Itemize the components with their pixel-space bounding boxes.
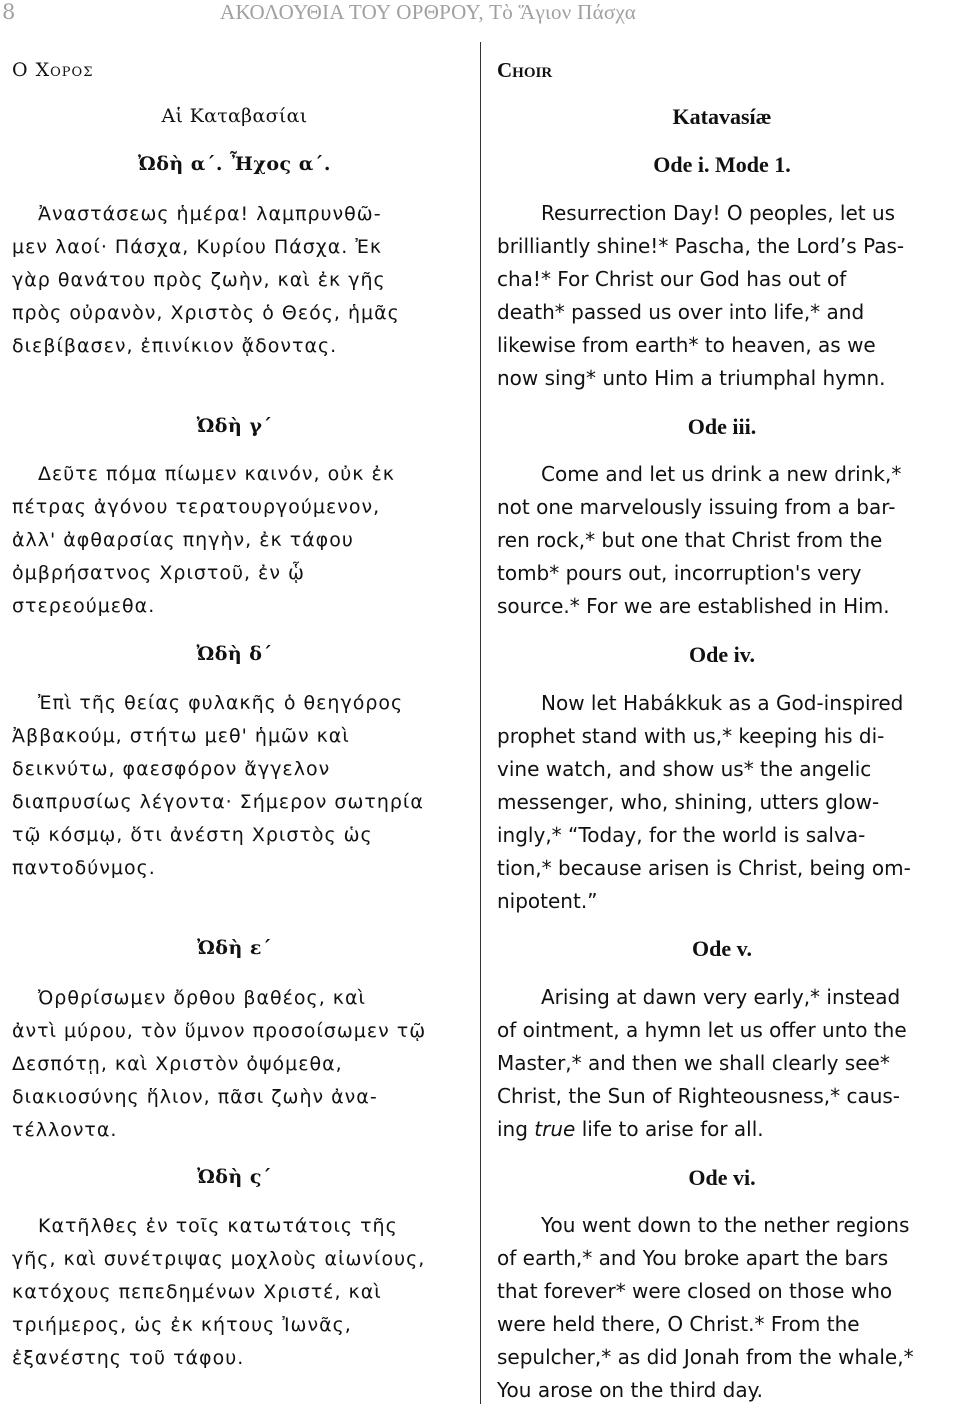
ode4-line-english: vine watch, and show us* the angelic bbox=[497, 757, 872, 781]
ode4-line-greek: παντοδύνμος. bbox=[12, 857, 156, 879]
choir-label-greek: Ο Χορος bbox=[12, 59, 94, 81]
ode3-heading-english: Ode iii. bbox=[687, 414, 757, 439]
ode5-heading-english: Ode v. bbox=[692, 936, 752, 961]
ode1-line-english: likewise from earth* to heaven, as we bbox=[497, 333, 876, 357]
ode3-line-greek: Δεῦτε πόμα πίωμεν καινόν, οὐκ ἐκ bbox=[38, 463, 395, 485]
running-title: ΑΚΟΛΟΥΘΙΑ ΤΟΥ ΟΡΘΡΟΥ, Τὸ Ἅγιον Πάσχα bbox=[220, 0, 636, 24]
page-number: 8 bbox=[2, 0, 16, 24]
ode3-line-greek: στερεούμεθα. bbox=[12, 595, 156, 617]
ode4-line-english: ingly,* “Today, for the world is salva- bbox=[497, 823, 866, 847]
ode1-heading-greek: Ὠδὴ α΄. Ἦχος α΄. bbox=[138, 153, 331, 175]
page-header bbox=[0, 0, 960, 30]
ode6-line-greek: γῆς, καὶ συνέτριψας μοχλοὺς αἰωνίους, bbox=[12, 1248, 426, 1270]
ode3-line-english: not one marvelously issuing from a bar- bbox=[497, 495, 896, 519]
ode6-line-greek: κατόχους πεπεδημένων Χριστέ, καὶ bbox=[12, 1281, 382, 1303]
ode4-line-greek: δεικνύτω, φαεσφόρον ἄγγελον bbox=[12, 758, 331, 780]
ode5-heading-greek: Ὠδὴ ε΄ bbox=[197, 937, 272, 959]
ode6-line-english: of earth,* and You broke apart the bars bbox=[497, 1246, 889, 1270]
ode5-line-part: ing bbox=[497, 1117, 535, 1141]
ode3-heading-greek: Ὠδὴ γ΄ bbox=[196, 415, 273, 437]
ode1-line-english: death* passed us over into life,* and bbox=[497, 300, 865, 324]
ode5-line-english: Master,* and then we shall clearly see* bbox=[497, 1051, 890, 1075]
ode4-heading-english: Ode iv. bbox=[688, 642, 755, 667]
ode6-line-greek: Κατῆλθες ἐν τοῖς κατωτάτοις τῆς bbox=[38, 1215, 398, 1237]
ode4-line-greek: Ἀββακούμ, στήτω μεθ' ἡμῶν καὶ bbox=[12, 725, 350, 747]
ode4-line-english: nipotent.” bbox=[497, 889, 598, 913]
ode5-line-english: of ointment, a hymn let us offer unto the bbox=[497, 1018, 907, 1042]
ode5-line-greek: ἀντὶ μύρου, τὸν ὕμνον προσοίσωμεν τῷ bbox=[12, 1020, 427, 1042]
ode4-line-english: Now let Habákkuk as a God-inspired bbox=[541, 691, 904, 715]
ode3-line-greek: ὀμβρήσατνος Χριστοῦ, ἐν ᾧ bbox=[12, 562, 305, 584]
ode1-line-english: now sing* unto Him a triumphal hymn. bbox=[497, 366, 886, 390]
ode1-line-greek: μεν λαοί· Πάσχα, Κυρίου Πάσχα. Ἐκ bbox=[12, 236, 383, 258]
ode3-line-greek: ἀλλ' ἀφθαρσίας πηγὴν, ἐκ τάφου bbox=[12, 529, 354, 551]
ode3-line-english: tomb* pours out, incorruption's very bbox=[497, 561, 862, 585]
ode3-line-english: ren rock,* but one that Christ from the bbox=[497, 528, 883, 552]
ode5-line-english bbox=[497, 1113, 764, 1146]
ode5-italic-word: true bbox=[534, 1117, 576, 1141]
ode6-line-english: You went down to the nether regions bbox=[541, 1213, 910, 1237]
ode5-line-greek: διακιοσύνης ἥλιον, πᾶσι ζωὴν ἀνα- bbox=[12, 1086, 378, 1108]
ode4-heading-greek: Ὠδὴ δ΄ bbox=[196, 643, 273, 665]
ode1-line-english: brilliantly shine!* Pascha, the Lord’s Pas- bbox=[497, 234, 905, 258]
ode6-heading-english: Ode vi. bbox=[688, 1165, 756, 1190]
ode1-line-greek: Ἀναστάσεως ἡμέρα! λαμπρυνθῶ- bbox=[38, 203, 382, 225]
ode5-line-greek: τέλλοντα. bbox=[12, 1119, 118, 1141]
ode3-line-english: Come and let us drink a new drink,* bbox=[541, 462, 902, 486]
ode5-line-greek: Ὀρθρίσωμεν ὄρθου βαθέος, καὶ bbox=[38, 987, 366, 1009]
ode4-line-english: messenger, who, shining, utters glow- bbox=[497, 790, 880, 814]
ode1-line-greek: γὰρ θανάτου πρὸς ζωὴν, καὶ ἐκ γῆς bbox=[12, 269, 386, 291]
column-divider bbox=[480, 42, 481, 1404]
ode1-line-greek: διεβίβασεν, ἐπινίκιον ᾄδοντας. bbox=[12, 335, 338, 357]
ode6-line-english: were held there, O Christ.* From the bbox=[497, 1312, 860, 1336]
ode6-line-greek: ἐξανέστης τοῦ τάφου. bbox=[12, 1347, 245, 1369]
ode4-line-english: prophet stand with us,* keeping his di- bbox=[497, 724, 885, 748]
katavasiai-title-greek: Αἱ Καταβασίαι bbox=[161, 105, 308, 127]
ode1-line-greek: πρὸς οὐρανὸν, Χριστὸς ὁ Θεός, ἡμᾶς bbox=[12, 302, 400, 324]
katavasiae-title-english: Katavasíæ bbox=[672, 104, 772, 129]
choir-label-english: Choir bbox=[497, 58, 553, 82]
ode6-line-english: You arose on the third day. bbox=[497, 1378, 763, 1402]
ode1-heading-english: Ode i. Mode 1. bbox=[653, 152, 791, 177]
ode5-line-part: life to arise for all. bbox=[575, 1117, 764, 1141]
ode5-line-english: Arising at dawn very early,* instead bbox=[541, 985, 901, 1009]
ode6-line-english: that forever* were closed on those who bbox=[497, 1279, 893, 1303]
ode1-line-english: cha!* For Christ our God has out of bbox=[497, 267, 847, 291]
ode5-line-english: Christ, the Sun of Righteousness,* caus- bbox=[497, 1084, 901, 1108]
ode4-line-english: tion,* because arisen is Christ, being om- bbox=[497, 856, 911, 880]
ode4-line-greek: τῷ κόσμῳ, ὅτι ἀνέστη Χριστὸς ὡς bbox=[12, 824, 373, 846]
ode6-line-greek: τριήμερος, ὡς ἐκ κήτους Ἰωνᾶς, bbox=[12, 1314, 352, 1336]
ode6-heading-greek: Ὠδὴ ς΄ bbox=[197, 1166, 272, 1188]
ode6-line-english: sepulcher,* as did Jonah from the whale,* bbox=[497, 1345, 914, 1369]
ode3-line-greek: πέτρας ἀγόνου τερατουργούμενον, bbox=[12, 496, 381, 518]
ode1-line-english: Resurrection Day! O peoples, let us bbox=[541, 201, 896, 225]
ode4-line-greek: διαπρυσίως λέγοντα· Σήμερον σωτηρία bbox=[12, 791, 424, 813]
ode3-line-english: source.* For we are established in Him. bbox=[497, 594, 890, 618]
ode4-line-greek: Ἐπὶ τῆς θείας φυλακῆς ὁ θεηγόρος bbox=[38, 692, 404, 714]
ode5-line-greek: Δεσπότῃ, καὶ Χριστὸν ὀψόμεθα, bbox=[12, 1053, 343, 1075]
